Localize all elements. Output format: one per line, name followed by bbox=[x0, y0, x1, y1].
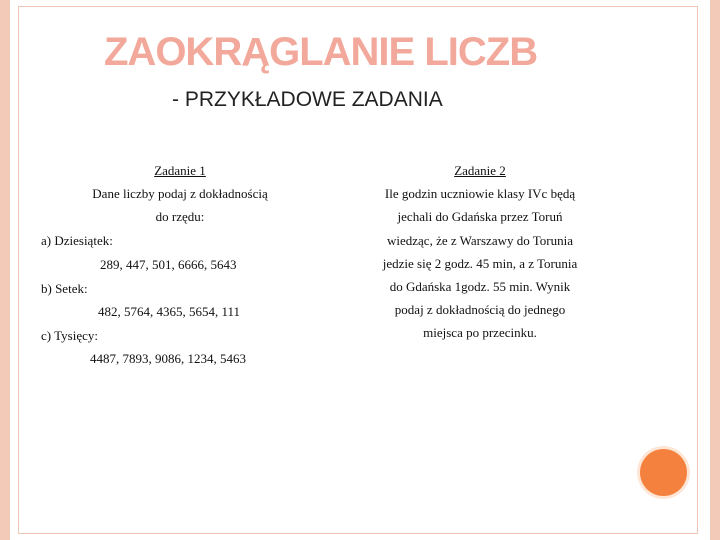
task-1-heading: Zadanie 1 bbox=[154, 163, 206, 178]
task-2-line: podaj z dokładnością do jednego bbox=[394, 302, 566, 317]
task-2-line: do Gdańska 1godz. 55 min. Wynik bbox=[389, 279, 571, 294]
left-decor-bar bbox=[0, 0, 10, 540]
task-1-c-numbers: 4487, 7893, 9086, 1234, 5463 bbox=[90, 351, 246, 366]
task-1-a-label: a) Dziesiątek: bbox=[41, 233, 113, 248]
task-2-line: jedzie się 2 godz. 45 min, a z Torunia bbox=[382, 256, 578, 271]
task-1-c-label: c) Tysięcy: bbox=[41, 328, 98, 343]
slide-subtitle: - PRZYKŁADOWE ZADANIA bbox=[172, 88, 443, 111]
task-1-b-numbers: 482, 5764, 4365, 5654, 111 bbox=[98, 304, 241, 319]
task-2-line: jechali do Gdańska przez Toruń bbox=[397, 209, 563, 224]
task-2-heading: Zadanie 2 bbox=[454, 163, 506, 178]
task-1-b-label: b) Setek: bbox=[41, 281, 88, 296]
slide-title: ZAOKRĄGLANIE LICZB bbox=[104, 30, 538, 74]
task-2-line: Ile godzin uczniowie klasy IVc będą bbox=[384, 186, 576, 201]
right-decor-bar bbox=[710, 0, 720, 540]
task-1-intro-line-2: do rzędu: bbox=[155, 209, 205, 224]
task-2-line: wiedząc, że z Warszawy do Torunia bbox=[387, 233, 573, 248]
task-1-intro-line-1: Dane liczby podaj z dokładnością bbox=[92, 186, 268, 201]
decorative-circle bbox=[640, 449, 687, 496]
task-2-line: miejsca po przecinku. bbox=[423, 325, 537, 340]
task-1-a-numbers: 289, 447, 501, 6666, 5643 bbox=[100, 257, 237, 272]
